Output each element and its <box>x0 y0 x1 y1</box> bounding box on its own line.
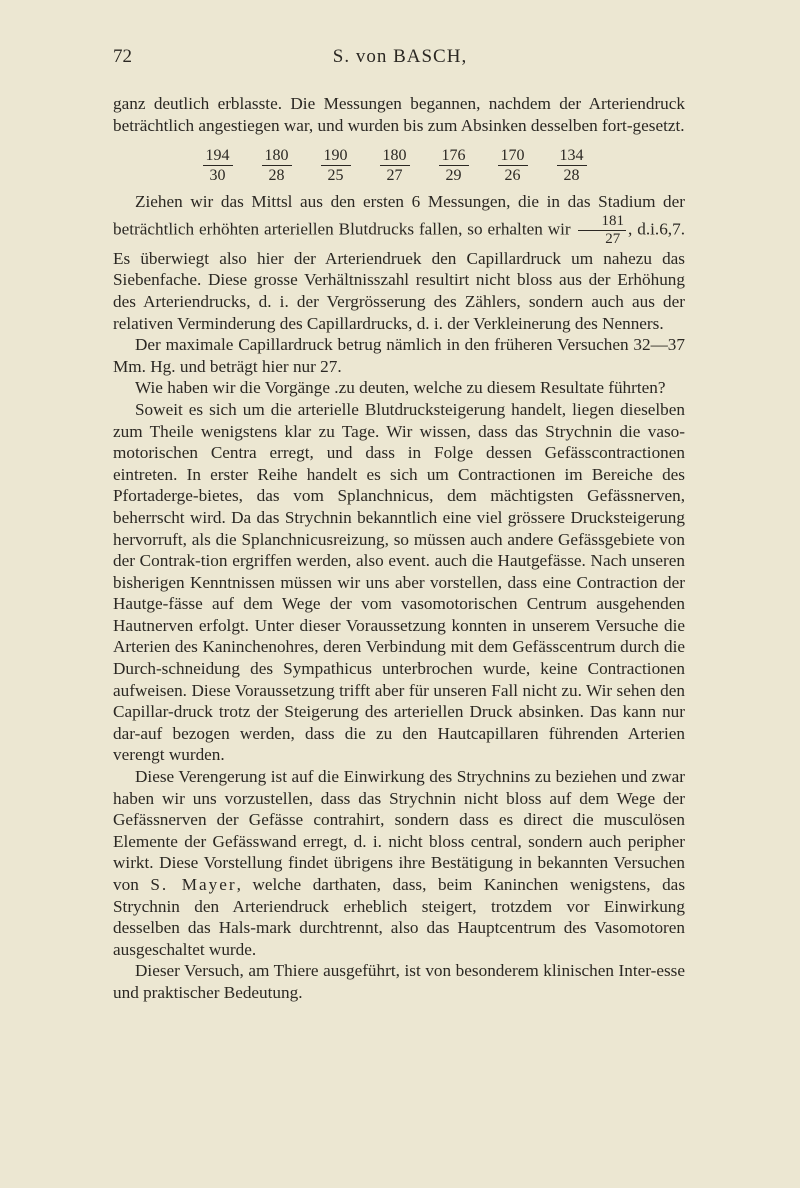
paragraph-4: Wie haben wir die Vorgänge .zu deuten, welche zu diesem Resultate führten? <box>135 378 666 398</box>
body-text <box>113 93 685 1004</box>
paragraph-2-text-b: , d.i.6,7. Es überwiegt also hier der Arteriendruek den Capillardruck um nahezu das Siebenfache. Diese grosse Verhältnisszahl resultirt nicht bloss aus der Erhöhung des Arteriendrucks, d. i. der Vergrösserung des Zählers, sondern auch aus der relativen Verminderung des Capillardrucks, d. i. der Verkleinerung des Nenners. <box>113 219 685 333</box>
fraction-numerator: 190 <box>321 146 351 166</box>
fraction-denominator: 28 <box>563 167 580 185</box>
fraction-numerator: 180 <box>262 146 292 166</box>
fraction-3 <box>306 146 365 185</box>
page-number: 72 <box>113 46 132 67</box>
fraction-denominator: 29 <box>445 167 462 185</box>
fraction-5 <box>424 146 483 185</box>
fraction-denominator: 26 <box>504 167 521 185</box>
inline-fraction-denominator: 27 <box>605 230 621 247</box>
paragraph-6-text-b: , welche darthaten, dass, beim Kaninchen wenigstens, das Strychnin den Arteriendruck erheblich steigert, trotzdem vor Einwirkung desselben das Hals-mark durchtrennt, also das Hauptcentrum des Vasomotoren ausgeschaltet wurde. <box>113 875 686 959</box>
paragraph-3: Der maximale Capillardruck betrug nämlich in den früheren Versuchen 32—37 Mm. Hg. und beträgt hier nur 27. <box>113 335 685 376</box>
fraction-numerator: 134 <box>557 146 587 166</box>
fraction-denominator: 28 <box>268 167 285 185</box>
fraction-7 <box>542 146 601 185</box>
fraction-2 <box>247 146 306 185</box>
author-name: S. Mayer <box>150 875 237 894</box>
running-head: S. von BASCH, <box>332 46 468 67</box>
fraction-numerator: 180 <box>380 146 410 166</box>
paragraph-5: Soweit es sich um die arterielle Blutdrucksteigerung handelt, liegen dieselben zum Theile wenigstens klar zu Tage. Wir wissen, dass das Strychnin die vaso-motorischen Centra erregt, und dass in Folge dessen Gefässcontractionen eintreten. In erster Reihe handelt es sich um Contractionen im Bereiche des Pfortaderge-bietes, das vom Splanchnicus, dem mächtigsten Gefässnerven, beherrscht wird. Da das Strychnin bekanntlich eine viel grössere Drucksteigerung hervorruft, als die Splanchnicusreizung, so müssen auch andere Gefässgebiete von der Contrak-tion ergriffen werden, also event. auch die Hautgefässe. Nach unseren bisherigen Kenntnissen müssen wir uns aber vorstellen, dass eine Contraction der Hautge-fässe auf dem Wege der vom vasomotorischen Centrum ausgehenden Hautnerven erfolgt. Unter dieser Voraussetzung konnten in unserem Versuche die Arterien des Kaninchenohres, deren Verbindung mit dem Gefässcentrum durch die Durch-schneidung des Sympathicus unterbrochen wurde, keine Contractionen aufweisen. Diese Voraussetzung trifft aber für unseren Fall nicht zu. Wir sehen den Capillar-druck trotz der Steigerung des arteriellen Druck absinken. Das kann nur dar-auf bezogen werden, dass die zu den Hautcapillaren führenden Arterien verengt wurden. <box>113 399 685 765</box>
fraction-1 <box>188 146 247 185</box>
fraction-denominator: 30 <box>209 167 226 185</box>
fraction-numerator: 170 <box>498 146 528 166</box>
fraction-6 <box>483 146 542 185</box>
paragraph-2-text-a: Ziehen wir das Mittsl aus den ersten 6 Messungen, die in das Stadium der beträchtlich erhöhten arteriellen Blutdrucks fallen, so erhalten wir <box>113 192 685 239</box>
measurement-fractions <box>188 146 685 185</box>
paragraph-7: Dieser Versuch, am Thiere ausgeführt, ist von besonderem klinischen Inter-esse und praktischer Bedeutung. <box>113 961 685 1002</box>
fraction-denominator: 25 <box>327 167 344 185</box>
paragraph-2 <box>113 191 685 334</box>
page-header <box>0 40 800 70</box>
paragraph-6 <box>113 766 685 960</box>
inline-fraction <box>578 213 627 248</box>
inline-fraction-numerator: 181 <box>578 213 627 231</box>
paragraph-6-text-a: Diese Verengerung ist auf die Einwirkung des Strychnins zu beziehen und zwar haben wir uns vorzustellen, dass das Strychnin nicht bloss auf dem Wege der Gefässnerven der Gefässe contrahirt, sondern dass es direct die musculösen Elemente der Gefässwand erregt, d. i. nicht bloss central, sondern auch peripher wirkt. Diese Vorstellung findet übrigens ihre Bestätigung in bekannten Versuchen von <box>113 767 685 894</box>
paragraph-1: ganz deutlich erblasste. Die Messungen begannen, nachdem der Arteriendruck beträchtlich angestiegen war, und wurden bis zum Absinken desselben fort-gesetzt. <box>113 94 685 135</box>
fraction-4 <box>365 146 424 185</box>
fraction-numerator: 176 <box>439 146 469 166</box>
fraction-denominator: 27 <box>386 167 403 185</box>
fraction-numerator: 194 <box>203 146 233 166</box>
